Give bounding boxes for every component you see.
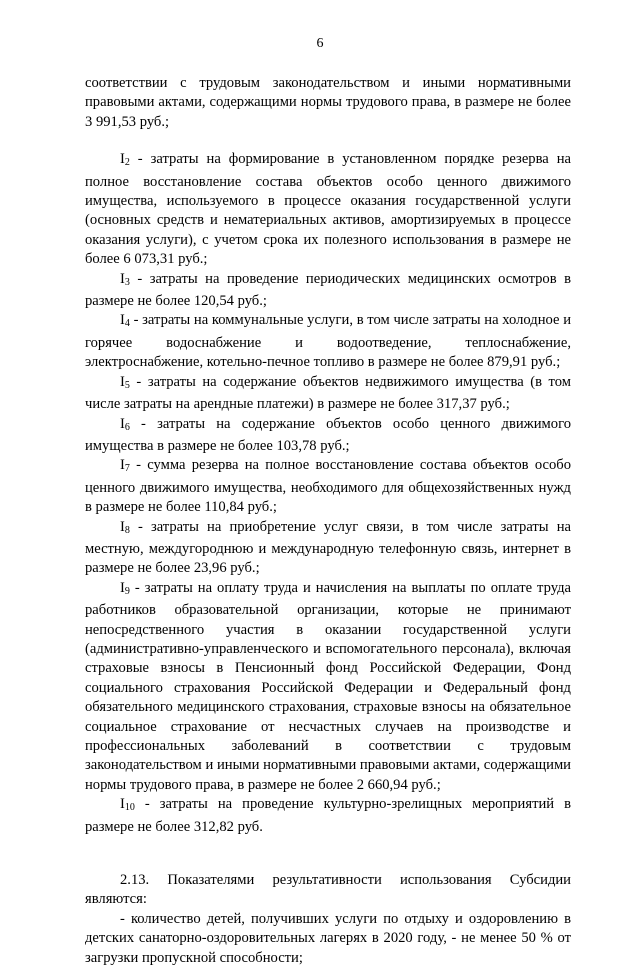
- item-text: - затраты на содержание объектов особо ценного движимого имущества в размере не более 103,78 руб.;: [85, 415, 571, 454]
- item-label: I: [120, 457, 125, 474]
- item-subscript: 7: [124, 463, 130, 475]
- item-label: I: [120, 796, 125, 813]
- item-text: - затраты на формирование в установленном порядке резерва на полное восстановление состава объектов особо ценного движимого имущества, используемого в процессе оказания государственной услуги (основных средств и нематериальных активов, амортизируемых в процессе оказания услуги), с учетом срока их полезного использования в размере не более 6 073,31 руб.;: [85, 151, 571, 268]
- cost-item: [85, 415, 571, 457]
- cost-item: [85, 311, 571, 372]
- item-text: - затраты на содержание объектов недвижимого имущества (в том числе затраты на арендные платежи) в размере не более 317,37 руб.;: [85, 373, 571, 413]
- item-subscript: 8: [124, 524, 130, 536]
- item-text: - затраты на проведение периодических медицинских осмотров в размере не более 120,54 руб.;: [85, 270, 571, 310]
- section-heading: 2.13. Показателями результативности использования Субсидии являются:: [85, 872, 571, 908]
- item-text: - затраты на проведение культурно-зрелищных мероприятий в размере не более 312,82 руб.: [85, 796, 571, 835]
- item-label: I: [120, 270, 125, 287]
- item-text: - затраты на коммунальные услуги, в том числе затраты на холодное и горячее водоснабжение и водоотведение, теплоснабжение, электроснабжение, котельно-печное топливо в размере не более 879,91 руб.;: [85, 312, 571, 371]
- cost-item: [85, 456, 571, 517]
- intro-paragraph: соответствии с трудовым законодательством и иными нормативными правовыми актами, содержащими нормы трудового права, в размере не более 3 991,53 руб.;: [85, 75, 571, 130]
- item-text: - затраты на приобретение услуг связи, в том числе затраты на местную, междугороднюю и международную телефонную связь, интернет в размере не более 23,96 руб.;: [85, 518, 571, 577]
- cost-item: [85, 270, 571, 312]
- item-subscript: 2: [124, 157, 130, 169]
- cost-item: [85, 150, 571, 269]
- cost-item: [85, 518, 571, 579]
- item-label: I: [120, 415, 125, 432]
- item-text: - сумма резерва на полное восстановление состава объектов особо ценного движимого имущества, необходимого для общехозяйственных нужд в размере не более 110,84 руб.;: [85, 457, 571, 516]
- cost-item: [85, 579, 571, 795]
- item-subscript: 3: [124, 276, 130, 288]
- item-label: I: [120, 151, 125, 168]
- item-subscript: 6: [124, 421, 130, 433]
- item-text: - затраты на оплату труда и начисления на выплаты по оплате труда работников образовательной организации, которые не принимают непосредственного участия в оказании государственной услуги (административно-управленческого и вспомогательного персонала), включая страховые взносы в Пенсионный фонд Российской Федерации, Фонд социального страхования Российской Федерации и Федеральный фонд обязательного медицинского страхования, страховые взносы на обязательное социальное страхование от несчастных случаев на производстве и профессиональных заболеваний в соответствии с трудовым законодательством и иными нормативными правовыми актами, содержащими нормы трудового права, в размере не более 2 660,94 руб.;: [85, 579, 571, 793]
- item-subscript: 10: [124, 802, 135, 814]
- section-bullet: - количество детей, получивших услуги по отдыху и оздоровлению в детских санаторно-оздоровительных лагерях в 2020 году, - не менее 50 % от загрузки пропускной способности;: [85, 910, 571, 966]
- document-body: [85, 74, 571, 968]
- item-subscript: 5: [124, 379, 130, 391]
- item-subscript: 4: [124, 318, 130, 330]
- item-label: I: [120, 312, 125, 329]
- item-label: I: [120, 579, 125, 596]
- page-number: 6: [316, 36, 324, 51]
- cost-item: [85, 373, 571, 415]
- item-label: I: [120, 518, 125, 535]
- cost-item: [85, 795, 571, 837]
- cost-items-list: [85, 150, 571, 837]
- item-label: I: [120, 373, 125, 390]
- item-subscript: 9: [124, 585, 130, 597]
